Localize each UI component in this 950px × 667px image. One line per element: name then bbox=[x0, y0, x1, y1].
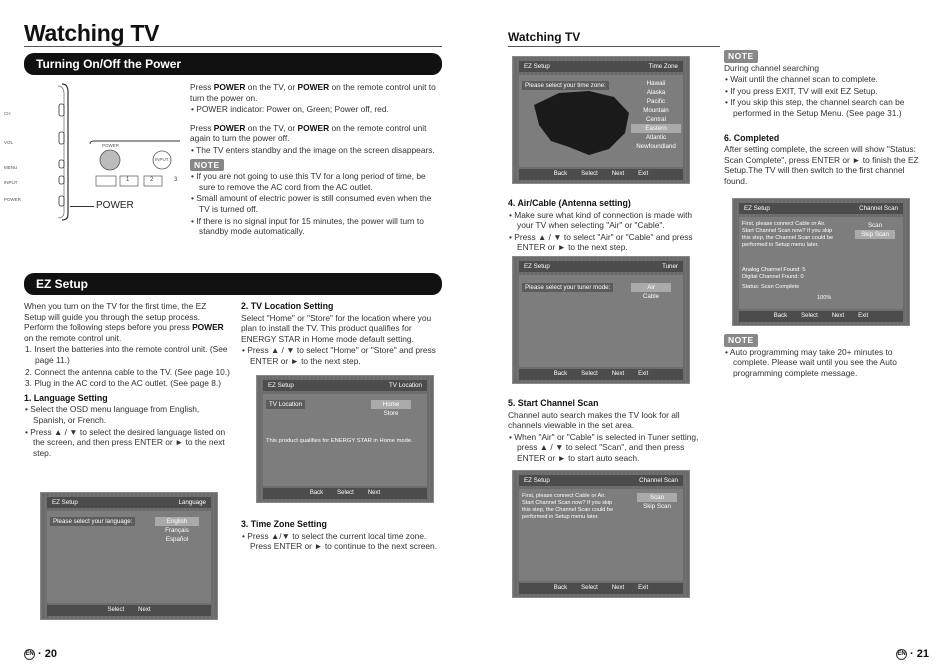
osd-scan-footer: Back Select Next Exit bbox=[519, 583, 683, 594]
remote-key-1: 1 bbox=[126, 177, 130, 183]
vol-label: VOL bbox=[4, 140, 14, 145]
timezone-block bbox=[241, 519, 442, 553]
scan-note-1: • Wait until the channel scan to complete. bbox=[725, 74, 878, 85]
option-complete-skip[interactable]: Skip Scan bbox=[855, 230, 895, 239]
completed-text: After setting complete, the screen will show "Status: Scan Complete", press ENTER or ► to finish the EZ Setup.The TV will then switch to the first channel found. bbox=[724, 144, 919, 186]
power-indicator-bullet: • POWER indicator: Power on, Green; Power off, red. bbox=[191, 104, 389, 115]
scan-percent: 100% bbox=[817, 295, 832, 301]
osd-location-prompt: TV Location bbox=[266, 400, 305, 409]
option-francais[interactable]: Français bbox=[165, 527, 189, 534]
title-rule bbox=[24, 46, 442, 47]
power-note-1: • If you are not going to use this TV for a long period of time, be sure to remove the AC cord from the AC outlet. bbox=[191, 171, 426, 192]
osd-tuner-header: EZ Setup Tuner bbox=[519, 261, 683, 272]
language-bullet-2: • Press ▲ / ▼ to select the desired language listed on the screen, and then press ENTER or ► to the next step. bbox=[25, 426, 226, 458]
tv-side-labels bbox=[4, 110, 21, 203]
osd-complete-status bbox=[742, 267, 805, 291]
timezone-bullet: • Press ▲/▼ to select the current local time zone. Press ENTER or ► to continue to the next screen. bbox=[242, 530, 438, 552]
air-cable-bullet-2: • Press ▲ / ▼ to select "Air" or "Cable" and press ENTER or ► to the next step. bbox=[509, 231, 693, 253]
right-page-number: EN · 21 bbox=[897, 648, 930, 660]
tv-side-icon bbox=[28, 82, 74, 222]
ez-step-2: 2. Connect the antenna cable to the TV. (See page 10.) bbox=[25, 366, 230, 377]
osd-language-header: EZ Setup Language bbox=[47, 497, 211, 508]
right-page-title: Watching TV bbox=[508, 30, 581, 44]
power-callout: POWER bbox=[96, 200, 134, 211]
osd-language-screen bbox=[40, 492, 218, 620]
osd-language-options bbox=[155, 517, 199, 544]
power-on-text: Press POWER on the TV, or POWER on the remote control unit to turn the power on. bbox=[190, 82, 436, 103]
remote-input-label: INPUT bbox=[155, 157, 169, 162]
remote-power-label: POWER bbox=[102, 143, 120, 148]
osd-complete-footer: Back Select Next Exit bbox=[739, 311, 903, 322]
option-newfoundland[interactable]: Newfoundland bbox=[636, 143, 676, 150]
option-mountain[interactable]: Mountain bbox=[643, 107, 669, 114]
language-bullet-1: • Select the OSD menu language from English, Spanish, or French. bbox=[25, 404, 200, 425]
osd-complete-screen bbox=[732, 198, 910, 326]
osd-location-screen bbox=[256, 375, 434, 503]
channel-scan-text: Channel auto search makes the TV look for all channels viewable in the set area. bbox=[508, 409, 680, 431]
scan-note-lead: During channel searching bbox=[724, 62, 819, 73]
option-cable[interactable]: Cable bbox=[642, 293, 660, 300]
option-air[interactable]: Air bbox=[631, 283, 671, 292]
option-english[interactable]: English bbox=[155, 517, 199, 526]
analog-found: Analog Channel Found: 5 bbox=[742, 267, 806, 273]
osd-language-prompt: Please select your language: bbox=[50, 517, 135, 526]
channel-scan-bullet: • When "Air" or "Cable" is selected in Tuner setting, press ▲ / ▼ to select "Scan", and then press ENTER or ► to start auto seach. bbox=[509, 431, 699, 463]
osd-location-footer: Back Select Next bbox=[263, 488, 427, 499]
scan-status: Status: Scan Complete bbox=[742, 284, 800, 290]
air-cable-heading: 4. Air/Cable (Antenna setting) bbox=[508, 198, 631, 208]
option-alaska[interactable]: Alaska bbox=[646, 89, 666, 96]
lang-badge-left: EN bbox=[24, 649, 35, 660]
ez-setup-bar bbox=[24, 273, 442, 295]
osd-complete-message: First, please connect Cable or Air. Start Channel Scan now? If you skip this step, the Channel Scan could be performed in Setup menu later. bbox=[742, 221, 834, 248]
osd-location-options bbox=[371, 400, 411, 418]
power-note-3: • If there is no signal input for 15 minutes, the power will turn to standby mode automatically. bbox=[191, 215, 424, 237]
auto-note-label: NOTE bbox=[724, 334, 758, 347]
osd-timezone-header: EZ Setup Time Zone bbox=[519, 61, 683, 72]
remote-illustration bbox=[88, 140, 183, 190]
remote-key-2: 2 bbox=[150, 177, 154, 183]
location-bullet: • Press ▲ / ▼ to select "Home" or "Store" and press ENTER or ► to the next step. bbox=[242, 345, 436, 366]
air-cable-bullet-1: • Make sure what kind of connection is made with your TV when selecting "Air" or "Cable". bbox=[509, 209, 693, 231]
power-note-label: NOTE bbox=[190, 159, 224, 172]
osd-location-header: EZ Setup TV Location bbox=[263, 380, 427, 391]
language-heading: 1. Language Setting bbox=[24, 392, 108, 403]
remote-key-3: 3 bbox=[174, 177, 178, 183]
osd-scan-options bbox=[637, 493, 677, 511]
osd-timezone-footer: Back Select Next Exit bbox=[519, 169, 683, 180]
option-eastern[interactable]: Eastern bbox=[631, 124, 681, 133]
ez-step-1: 1. Insert the batteries into the remote control unit. (See page 11.) bbox=[25, 344, 228, 365]
ez-col2 bbox=[241, 301, 442, 368]
option-complete-scan[interactable]: Scan bbox=[867, 222, 883, 229]
ez-col1 bbox=[24, 301, 230, 459]
left-page-title: Watching TV bbox=[24, 20, 160, 46]
osd-scan-message: First, please connect Cable or Air. Start Channel Scan now? If you skip this step, the Channel Scan could be performed in Setup menu later. bbox=[522, 493, 614, 520]
osd-scan-header: EZ Setup Channel Scan bbox=[519, 475, 683, 486]
ez-setup-title: EZ Setup bbox=[36, 277, 89, 291]
osd-tuner-prompt: Please select your tuner mode: bbox=[522, 283, 613, 292]
location-text: Select "Home" or "Store" for the location where you plan to install the TV. This product qualifies for ENERGY STAR in Home mode default setting. bbox=[241, 312, 432, 344]
osd-tuner-footer: Back Select Next Exit bbox=[519, 369, 683, 380]
input-label: INPUT bbox=[4, 180, 18, 185]
right-col2-notes bbox=[724, 50, 924, 188]
osd-timezone-prompt: Please select your time zone: bbox=[522, 81, 609, 90]
menu-label: MENU bbox=[4, 165, 18, 170]
timezone-heading: 3. Time Zone Setting bbox=[241, 519, 327, 529]
option-scan[interactable]: Scan bbox=[637, 493, 677, 502]
channel-scan-heading: 5. Start Channel Scan bbox=[508, 398, 599, 408]
option-store[interactable]: Store bbox=[383, 410, 399, 417]
completed-heading: 6. Completed bbox=[724, 132, 780, 143]
lang-badge-right: EN bbox=[896, 649, 907, 660]
tv-side-illustration bbox=[28, 82, 74, 222]
osd-tuner-screen bbox=[512, 256, 690, 384]
power-text-block bbox=[190, 82, 442, 238]
scan-note-2: • If you press EXIT, TV will exit EZ Setup. bbox=[725, 85, 878, 96]
osd-location-message: This product qualifies for ENERGY STAR in Home mode. bbox=[266, 438, 413, 444]
option-skip-scan[interactable]: Skip Scan bbox=[643, 503, 671, 510]
osd-timezone-screen bbox=[512, 56, 690, 184]
option-home[interactable]: Home bbox=[371, 400, 411, 409]
standby-bullet: • The TV enters standby and the image on the screen disappears. bbox=[191, 144, 435, 155]
location-heading: 2. TV Location Setting bbox=[241, 301, 334, 311]
left-page-number: EN · 20 bbox=[25, 648, 58, 660]
osd-tuner-options bbox=[631, 283, 671, 301]
option-central[interactable]: Central bbox=[646, 116, 666, 123]
digital-found: Digital Channel Found: 0 bbox=[742, 274, 804, 280]
ez-step-3: 3. Plug in the AC cord to the AC outlet. (See page 8.) bbox=[25, 378, 222, 389]
power-off-text: Press POWER on the TV, or POWER on the remote control unit again to turn the power off. bbox=[190, 122, 427, 144]
right-title-rule bbox=[508, 46, 720, 47]
power-label: POWER bbox=[4, 197, 22, 202]
air-cable-block bbox=[508, 198, 708, 254]
channel-scan-block bbox=[508, 398, 710, 465]
osd-timezone-options bbox=[631, 79, 681, 151]
option-espanol[interactable]: Español bbox=[165, 536, 189, 543]
auto-note-bullet: • Auto programming may take 20+ minutes to complete. Please wait until you see the Auto programming complete message. bbox=[725, 346, 897, 378]
ez-intro: When you turn on the TV for the first time, the EZ Setup will guide you through the setup process. Perform the following steps before you press POWER on the remote control unit. bbox=[24, 301, 224, 343]
osd-scan-screen bbox=[512, 470, 690, 598]
option-hawaii[interactable]: Hawaii bbox=[646, 80, 666, 87]
option-pacific[interactable]: Pacific bbox=[646, 98, 666, 105]
power-section-bar bbox=[24, 53, 442, 75]
auto-program-note bbox=[724, 334, 924, 379]
scan-note-3: • If you skip this step, the channel search can be performed in the Setup Menu. (See page 31.) bbox=[725, 97, 905, 118]
osd-complete-header: EZ Setup Channel Scan bbox=[739, 203, 903, 214]
option-atlantic[interactable]: Atlantic bbox=[645, 134, 667, 141]
scan-note-label: NOTE bbox=[724, 50, 758, 63]
ch-label: CH bbox=[4, 111, 11, 116]
osd-language-footer: Select Next bbox=[47, 605, 211, 616]
power-note-2: • Small amount of electric power is still consumed even when the TV is turned off. bbox=[191, 193, 432, 214]
us-map-icon bbox=[529, 85, 639, 165]
power-callout-line bbox=[70, 206, 94, 207]
power-section-title: Turning On/Off the Power bbox=[36, 57, 182, 71]
osd-complete-options bbox=[855, 221, 895, 239]
